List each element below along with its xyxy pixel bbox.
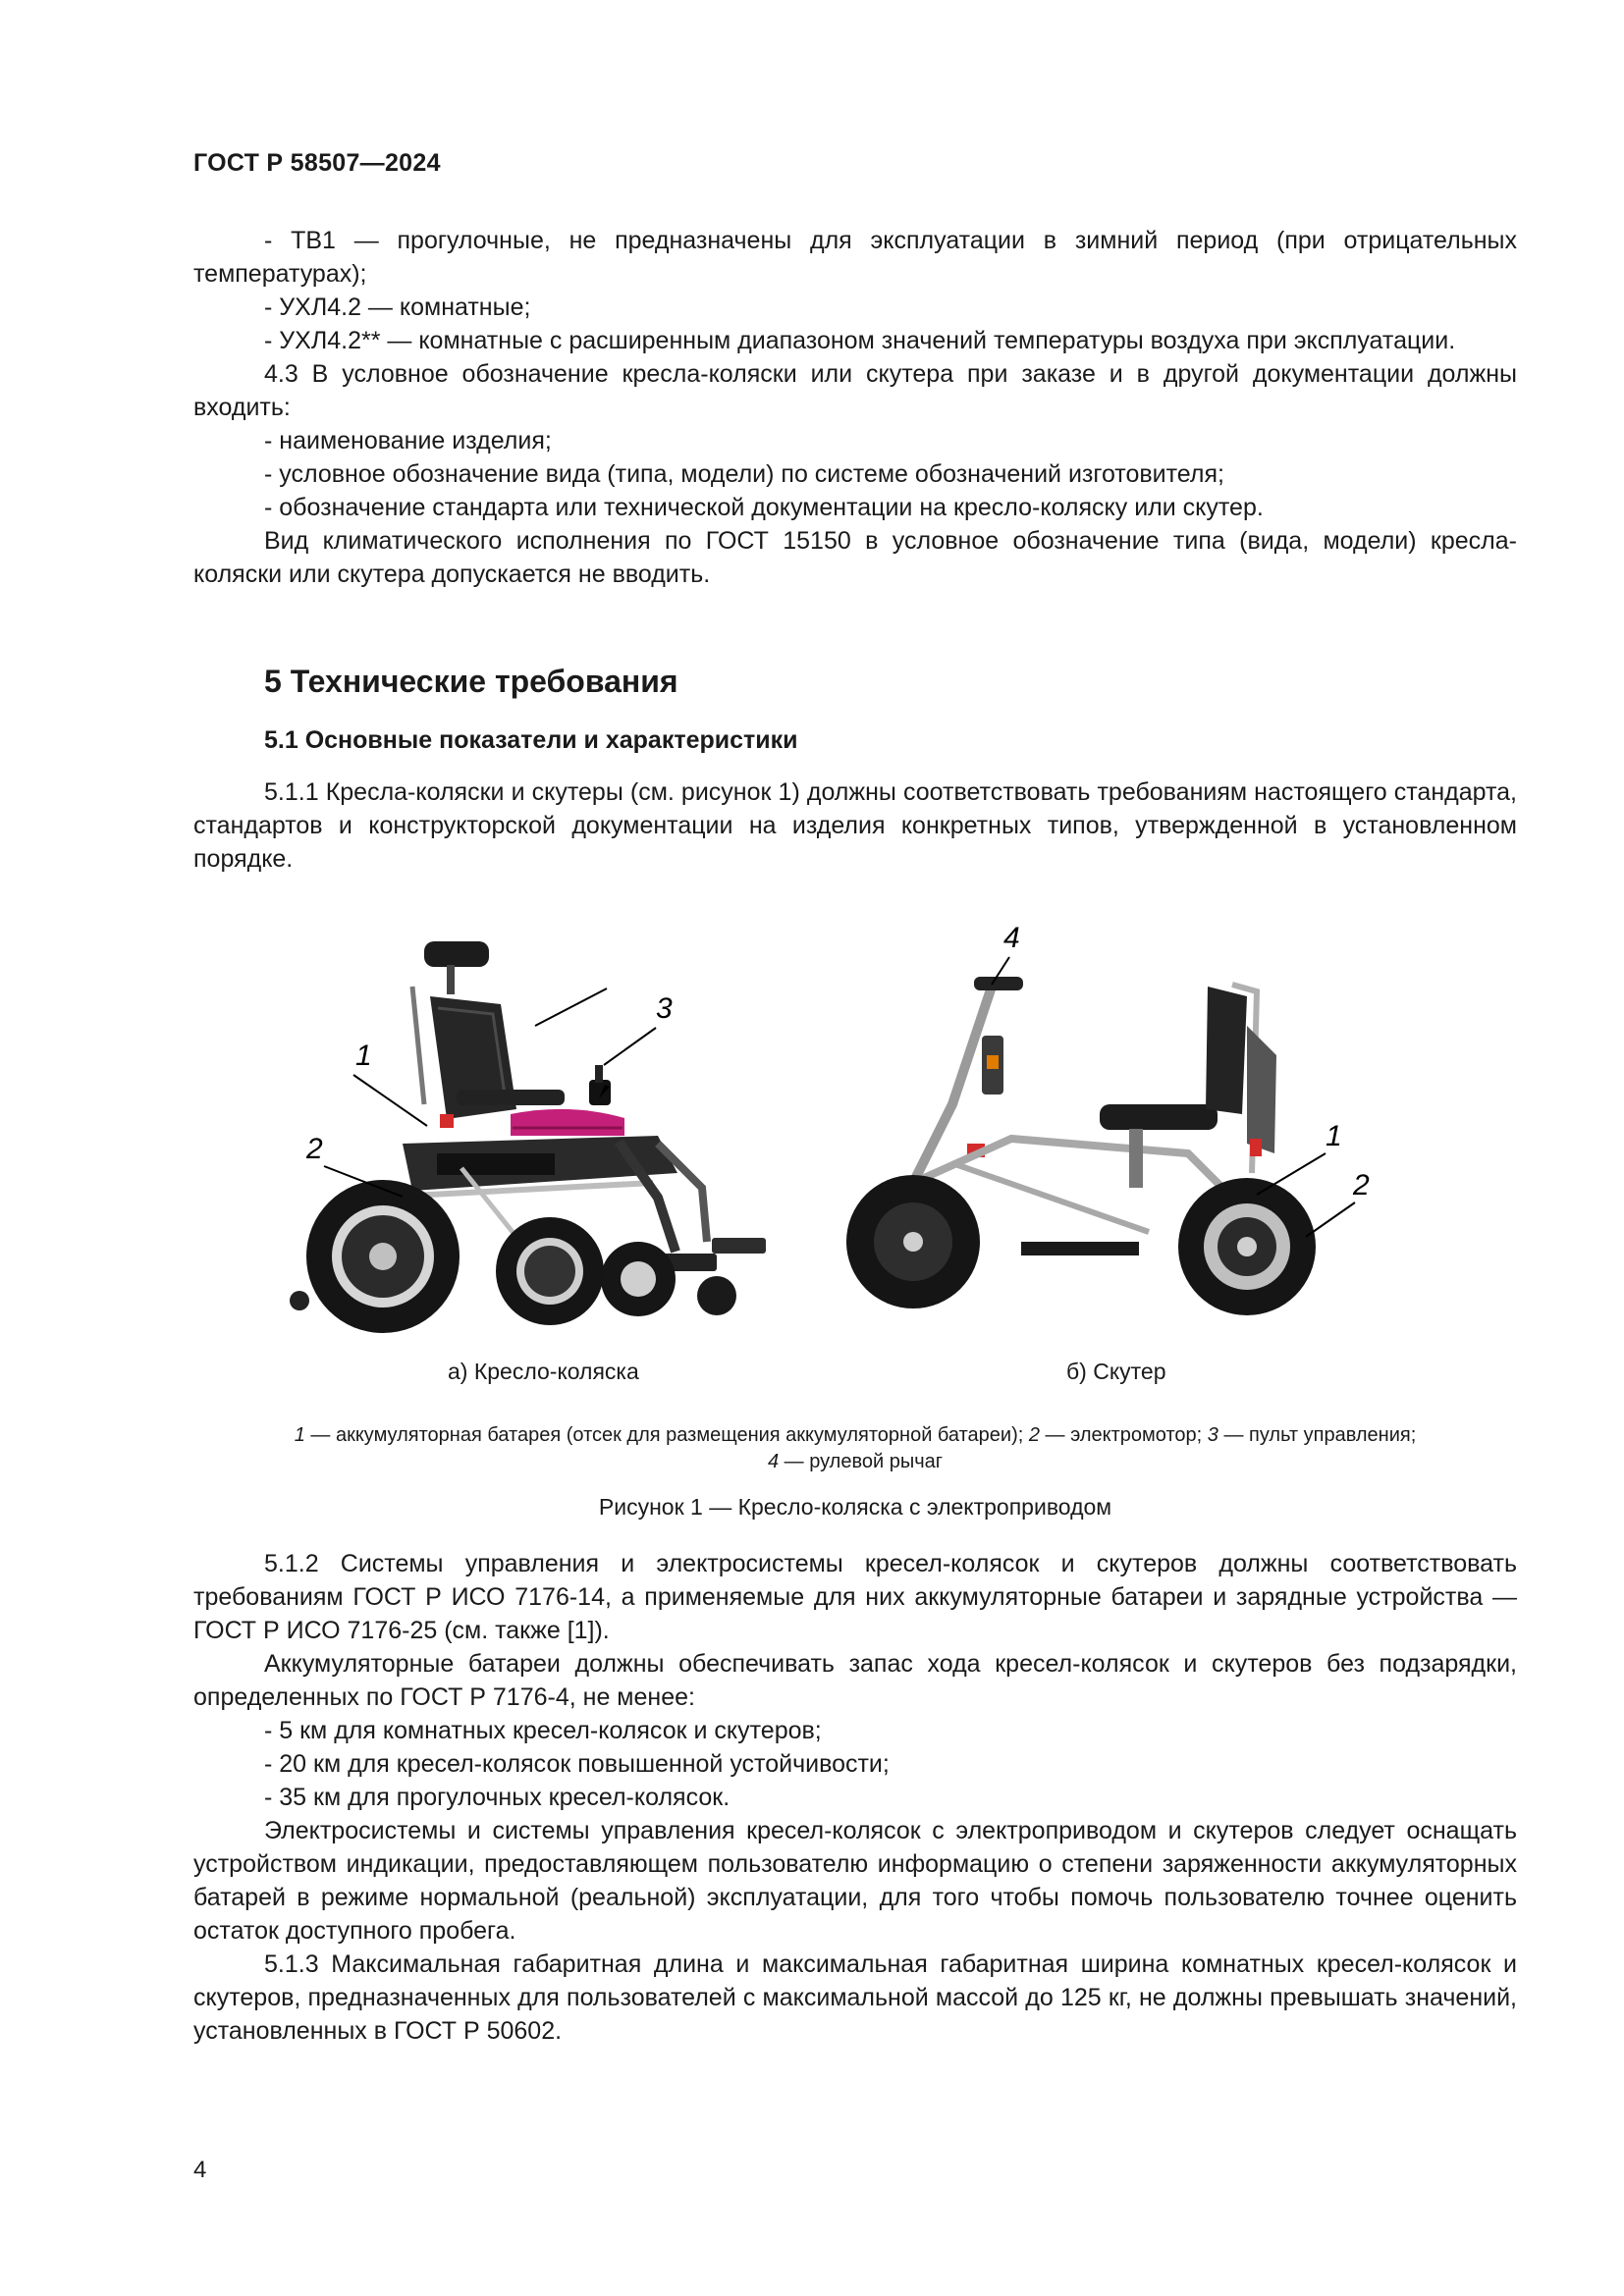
paragraph: 5.1.3 Максимальная габаритная длина и максимальная габаритная ширина комнатных кресел-колясок и скутеров, предназначенных для пользователей с максимальной массой до 125 кг, не должны превышать значений, установленных в ГОСТ Р 50602. [193,1950,1517,2045]
figure-illustration [265,918,1394,1350]
paragraph: - ТВ1 — прогулочные, не предназначены для эксплуатации в зимний период (при отрицательных температурах); [193,227,1517,288]
paragraph: Аккумуляторные батареи должны обеспечивать запас хода кресел-колясок и скутеров без подзарядки, определенных по ГОСТ Р 7176-4, не менее: [193,1650,1517,1711]
callout-1: 1 [355,1040,372,1072]
subsection-title: 5.1 Основные показатели и характеристики [264,726,798,754]
paragraph: 4.3 В условное обозначение кресла-коляски или скутера при заказе и в другой документации должны входить: [193,360,1517,421]
paragraph: - обозначение стандарта или технической документации на кресло-коляску или скутер. [264,494,1264,521]
callout-line [1306,1202,1355,1237]
caption-b: б) Скутер [1066,1359,1166,1384]
callout-line [604,1028,656,1065]
callout-1: 1 [1326,1120,1342,1152]
figure-legend [193,1422,1517,1475]
figure-1 [265,918,1394,1350]
paragraph: - наименование изделия; [264,427,552,454]
callout-2: 2 [1353,1169,1370,1201]
paragraph-5-1-1 [193,775,1517,876]
callout-2: 2 [306,1133,323,1165]
legend-text: — рулевой рычаг [779,1451,944,1472]
legend-text: — пульт управления; [1218,1424,1417,1446]
callout-4: 4 [1003,922,1020,954]
callout-line [353,1075,427,1126]
callout-3: 3 [656,992,673,1025]
paragraph: - 20 км для кресел-колясок повышенной устойчивости; [264,1750,890,1778]
paragraph: - 35 км для прогулочных кресел-колясок. [264,1784,731,1811]
document-code: ГОСТ Р 58507—2024 [193,149,441,177]
section-title: 5 Технические требования [264,664,678,699]
paragraph: Вид климатического исполнения по ГОСТ 15150 в условное обозначение типа (вида, модели) кресла-коляски или скутера допускается не вводить. [193,527,1517,588]
paragraph: - УХЛ4.2** — комнатные с расширенным диапазоном значений температуры воздуха при эксплуатации. [264,327,1456,354]
page-number: 4 [193,2157,207,2183]
paragraph: - 5 км для комнатных кресел-колясок и скутеров; [264,1717,822,1744]
section-top-text [193,224,1517,591]
legend-num: 3 [1207,1424,1218,1446]
paragraph: - УХЛ4.2 — комнатные; [264,294,531,321]
legend-num: 2 [1028,1424,1040,1446]
scooter-illustration [846,977,1316,1315]
legend-num: 1 [294,1424,305,1446]
legend-text: — аккумуляторная батарея (отсек для размещения аккумуляторной батареи); [304,1424,1029,1446]
paragraph: 5.1.2 Системы управления и электросистемы кресел-колясок и скутеров должны соответствовать требованиям ГОСТ Р ИСО 7176-14, а применяемые для них аккумуляторные батареи и зарядные устройства — ГОСТ Р ИСО 7176-25 (см. также [1]). [193,1550,1517,1644]
caption-a: а) Кресло-коляска [448,1359,639,1384]
figure-title: Рисунок 1 — Кресло-коляска с электроприводом [598,1494,1112,1520]
paragraph: 5.1.1 Кресла-коляски и скутеры (см. рисунок 1) должны соответствовать требованиям настоящего стандарта, стандартов и конструкторской документации на изделия конкретных типов, утвержденной в установленном порядке. [193,778,1517,873]
legend-text: — электромотор; [1039,1424,1208,1446]
paragraph: - условное обозначение вида (типа, модели) по системе обозначений изготовителя; [264,460,1224,488]
paragraph: Электросистемы и системы управления кресел-колясок с электроприводом и скутеров следует оснащать устройством индикации, предоставляющем пользователю информацию о степени заряженности аккумуляторных батарей в режиме нормальной (реальной) эксплуатации, для того чтобы помочь пользователю точнее оценить остаток доступного пробега. [193,1817,1517,1945]
callout-line [1257,1153,1326,1195]
section-bottom-text [193,1547,1517,2048]
legend-num: 4 [767,1451,780,1472]
wheelchair-illustration [290,941,766,1333]
